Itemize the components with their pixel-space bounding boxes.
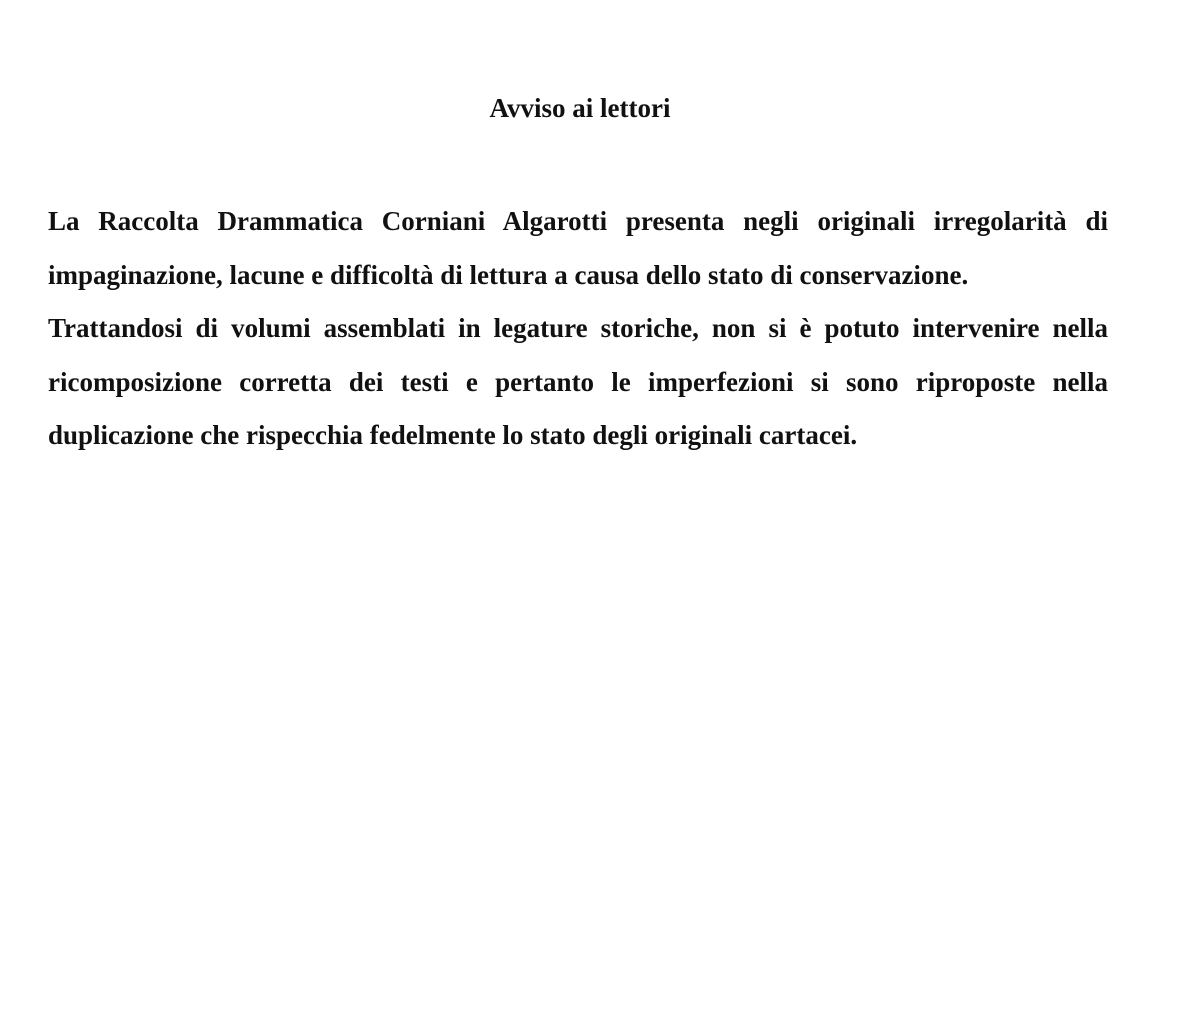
page-title: Avviso ai lettori xyxy=(489,93,671,123)
notice-body xyxy=(48,195,1108,463)
paragraph-condition-notice: La Raccolta Drammatica Corniani Algarotti presenta negli originali irregolarità di impaginazione, lacune e difficoltà di lettura a causa dello stato di conservazione. xyxy=(48,206,1108,290)
paragraph-binding-notice: Trattandosi di volumi assemblati in legature storiche, non si è potuto intervenire nella ricomposizione corretta dei testi e pertanto le imperfezioni si sono riproposte nella duplicazione che rispecchia fedelmente lo stato degli originali cartacei. xyxy=(48,313,1108,450)
